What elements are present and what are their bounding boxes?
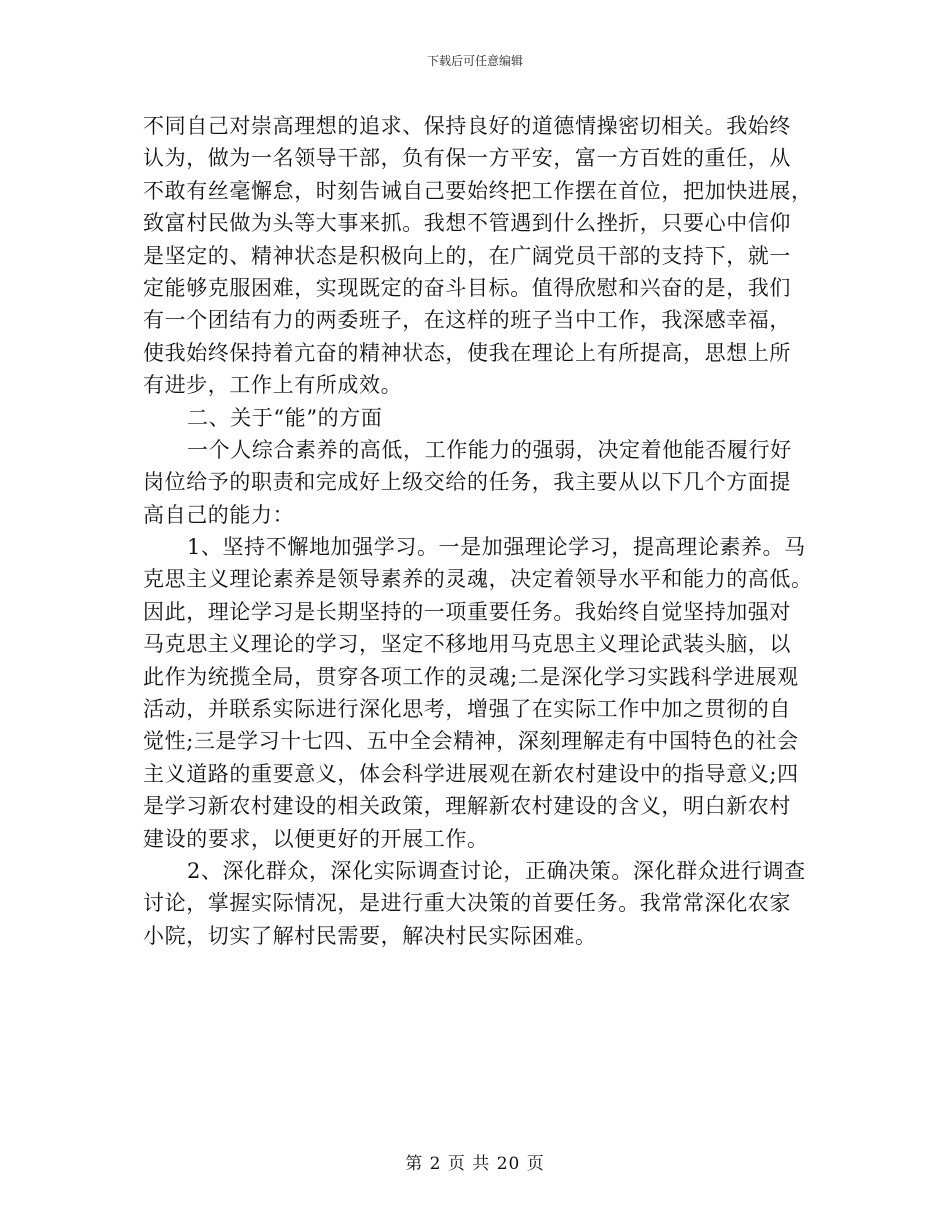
text-line: 1、坚持不懈地加强学习。一是加强理论学习，提高理论素养。马 [187, 535, 806, 560]
text-line: 认为，做为一名领导干部，负有保一方平安，富一方百姓的重任，从 [143, 146, 791, 171]
section-heading: 二、关于“能”的方面 [187, 405, 383, 430]
page-number: 第 2 页 共 20 页 [405, 1154, 545, 1174]
text-line: 讨论，掌握实际情况，是进行重大决策的首要任务。我常常深化农家 [143, 891, 791, 916]
page-header-note: 下载后可任意编辑 [426, 54, 523, 68]
document-body [143, 110, 813, 952]
text-line: 克思主义理论素养是领导素养的灵魂，决定着领导水平和能力的高低。 [143, 567, 813, 592]
text-line: 主义道路的重要意义，体会科学进展观在新农村建设中的指导意义;四 [143, 761, 799, 786]
text-line: 使我始终保持着亢奋的精神状态，使我在理论上有所提高，思想上所 [143, 340, 791, 365]
text-line: 不同自己对崇高理想的追求、保持良好的道德情操密切相关。我始终 [143, 114, 791, 138]
text-line: 不敢有丝毫懈怠，时刻告诫自己要始终把工作摆在首位，把加快进展， [143, 178, 813, 203]
text-line: 高自己的能力： [143, 502, 295, 527]
text-line: 觉性;三是学习十七四、五中全会精神，深刻理解走有中国特色的社会 [143, 729, 799, 754]
text-line: 有一个团结有力的两委班子，在这样的班子当中工作，我深感幸福， [143, 308, 791, 333]
text-line: 是坚定的、精神状态是积极向上的，在广阔党员干部的支持下，就一 [143, 243, 791, 268]
text-line: 建设的要求，以便更好的开展工作。 [143, 826, 489, 851]
text-line: 活动，并联系实际进行深化思考，增强了在实际工作中加之贯彻的自 [143, 697, 791, 722]
text-line: 致富村民做为头等大事来抓。我想不管遇到什么挫折，只要心中信仰 [143, 211, 791, 236]
text-line: 此作为统揽全局，贯穿各项工作的灵魂;二是深化学习实践科学进展观 [143, 664, 799, 689]
text-line: 岗位给予的职责和完成好上级交给的任务，我主要从以下几个方面提 [143, 470, 791, 495]
text-line: 一个人综合素养的高低，工作能力的强弱，决定着他能否履行好 [187, 437, 792, 462]
text-line: 是学习新农村建设的相关政策，理解新农村建设的含义，明白新农村 [143, 794, 791, 819]
text-line: 马克思主义理论的学习，坚定不移地用马克思主义理论武装头脑，以 [143, 632, 791, 657]
text-line: 小院，切实了解村民需要，解决村民实际困难。 [143, 923, 597, 948]
text-line: 定能够克服困难，实现既定的奋斗目标。值得欣慰和兴奋的是，我们 [143, 275, 791, 300]
text-line: 有进步，工作上有所成效。 [143, 373, 403, 398]
text-line: 因此，理论学习是长期坚持的一项重要任务。我始终自觉坚持加强对 [143, 599, 791, 624]
text-line: 2、深化群众，深化实际调查讨论，正确决策。深化群众进行调查 [187, 858, 806, 883]
